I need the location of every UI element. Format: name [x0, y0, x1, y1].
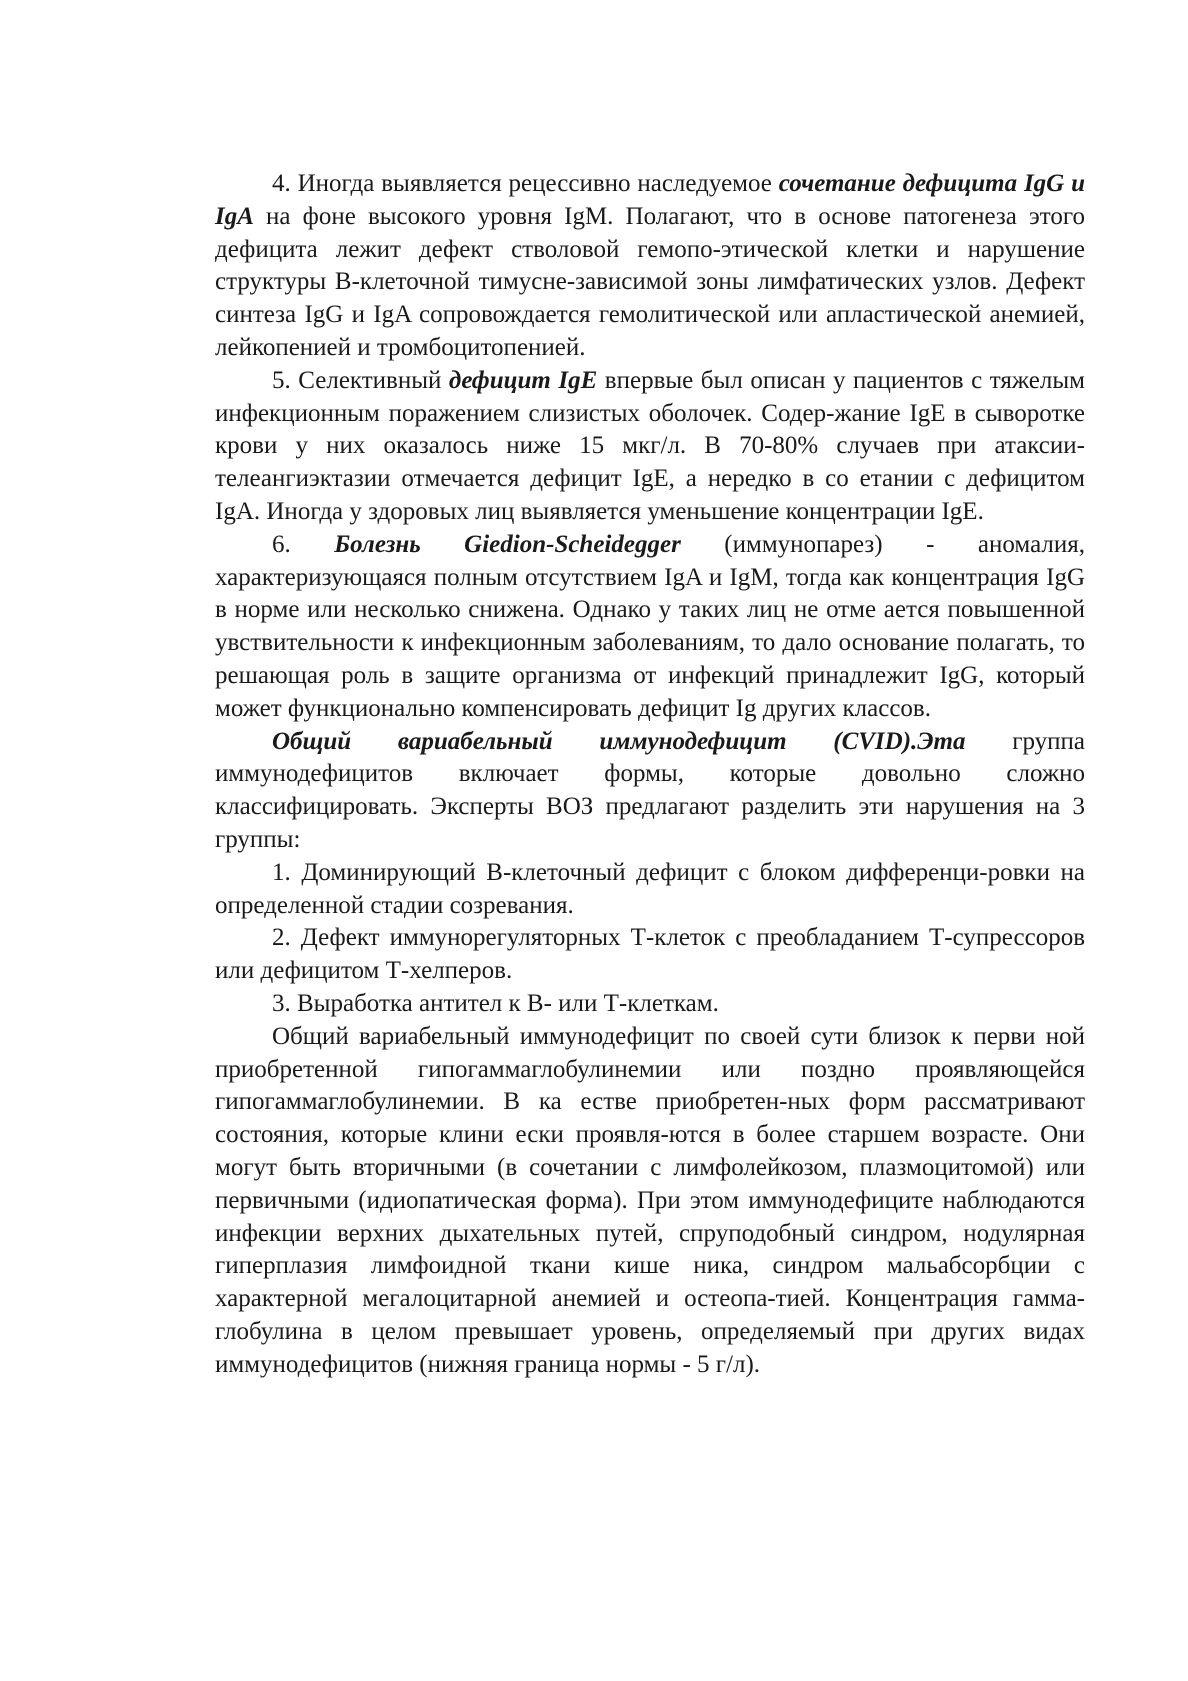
segment-text: группа иммунодефицитов включает формы, которые довольно сложно классифицировать. Эксперты ВОЗ предлагают разделить эти нарушения на 3 группы: — [215, 727, 1086, 853]
paragraph-cvid-description — [215, 1021, 1085, 1382]
document-page — [215, 168, 1085, 1381]
segment-text: 3. Выработка антител к В- или Т-клеткам. — [272, 989, 719, 1017]
paragraph-group-3 — [215, 988, 1085, 1021]
segment-text: (иммунопарез) - аномалия, характеризующаяся полным отсутствием IgA и IgM, тогда как концентрация IgG в норме или несколько снижена. Однако у таких лиц не отме ается повышенной увствительности к инфекционным заболеваниям, то дало основание полагать, то решающая роль в защите организма от инфекций принадлежит IgG, который может функционально компенсировать дефицит Ig других классов. — [215, 530, 1085, 722]
segment-text: на фоне высокого уровня IgM. Полагают, что в основе патогенеза этого дефицита лежит дефект стволовой гемопо-этической клетки и нарушение структуры В-клеточной тимусне-зависимой зоны лимфатических узлов. Дефект синтеза IgG и IgA сопровождается гемолитической или апластической анемией, лейкопенией и тромбоцитопенией. — [215, 202, 1085, 361]
paragraph-group-1 — [215, 857, 1085, 923]
segment-text: 2. Дефект иммунорегуляторных Т-клеток с преобладанием Т-супрессоров или дефицитом Т-хелперов. — [215, 924, 1085, 985]
emphasis-term: сочетание дефицита IgG и IgA — [215, 170, 1085, 230]
paragraph-cvid-intro — [215, 726, 1085, 857]
segment-text: Общий вариабельный иммунодефицит по своей сути близок к перви ной приобретенной гипогаммаглобулинемии или поздно проявляющейся гипогаммаглобулинемии. В ка естве приобретен-ных форм рассматривают состояния, которые клини ески проявля-ются в более старшем возрасте. Они могут быть вторичными (в сочетании с лимфолейкозом, плазмоцитомой) или первичными (идиопатическая форма). При этом иммунодефиците наблюдаются инфекции верхних дыхательных путей, спруподобный синдром, нодулярная гиперплазия лимфоидной ткани кише ника, синдром мальабсорбции с характерной мегалоцитарной анемией и остеопа-тией. Концентрация гамма-глобулина в целом превышает уровень, определяемый при других видах иммунодефицитов (нижняя граница нормы - 5 г/л). — [215, 1022, 1085, 1378]
segment-text: впервые был описан у пациентов с тяжелым инфекционным поражением слизистых оболочек. Содер-жание IgE в сыворотке крови у них оказалось ниже 15 мкг/л. В 70-80% случаев при атаксии-телеангиэктазии отмечается дефицит IgE, а нередко в со етании с дефицитом IgA. Иногда у здоровых лиц выявляется уменьшение концентрации IgE. — [215, 366, 1085, 525]
emphasis-term: дефицит IgE — [448, 366, 598, 394]
segment-text: 6. — [272, 530, 335, 558]
emphasis-term: Болезнь Giedion-Scheidegger — [334, 530, 681, 558]
paragraph-5-ige-deficiency — [215, 365, 1085, 529]
segment-text: 1. Доминирующий В-клеточный дефицит с блоком дифференци-ровки на определенной стадии созревания. — [215, 858, 1085, 919]
paragraph-4-igg-iga-deficiency — [215, 168, 1085, 365]
segment-text: 5. Селективный — [272, 366, 449, 394]
segment-text: 4. Иногда выявляется рецессивно наследуемое — [272, 170, 779, 197]
paragraph-group-2 — [215, 922, 1085, 988]
paragraph-6-giedion-scheidegger — [215, 529, 1085, 726]
emphasis-term: Общий вариабельный иммунодефицит (CVID).Эта — [272, 727, 966, 755]
